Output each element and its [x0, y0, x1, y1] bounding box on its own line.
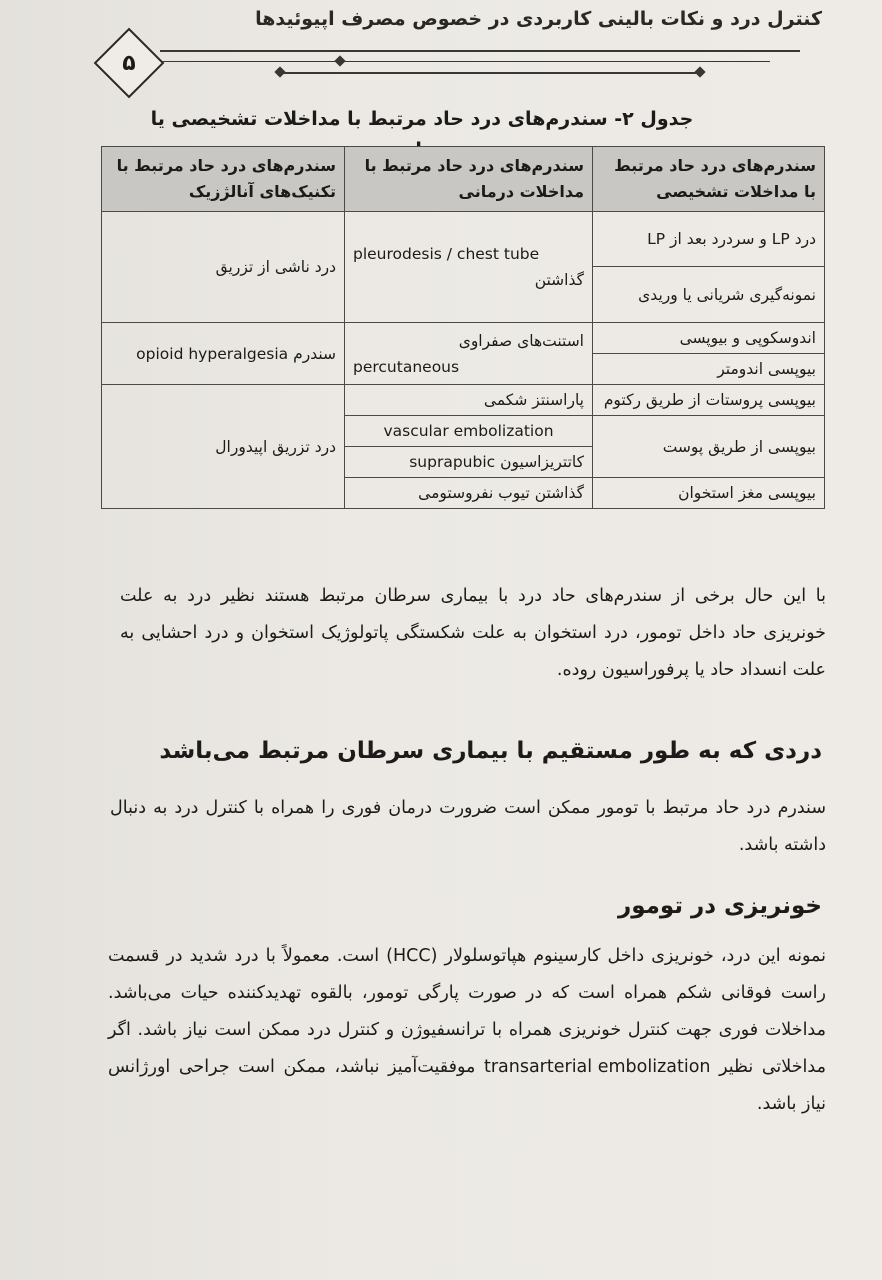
paragraph-text: موفقیت‌آمیز نباشد، ممکن است جراحی اورژانس نیاز باشد. — [108, 1057, 826, 1114]
cell-persian-text: استنت‌های صفراوی — [458, 331, 584, 350]
page-number: ۵ — [122, 50, 136, 76]
section-heading: دردی که به طور مستقیم با بیماری سرطان مرتبط می‌باشد — [159, 738, 822, 764]
header-rule — [160, 50, 800, 52]
cell-persian-text: سندرم — [293, 344, 336, 363]
section-heading: خونریزی در تومور — [618, 893, 822, 919]
table-cell: بیوپسی از طریق پوست — [593, 416, 825, 478]
table-cell: درد LP و سردرد بعد از LP — [593, 212, 825, 267]
table-header-analgesic: سندرم‌های درد حاد مرتبط با تکنیک‌های آنالژزیک — [102, 147, 345, 212]
cell-english-text: percutaneous — [353, 357, 460, 376]
table-cell: گذاشتن تیوب نفروستومی — [345, 478, 593, 509]
body-paragraph — [108, 938, 826, 1123]
table-cell: پاراسنتز شکمی — [345, 385, 593, 416]
cell-persian-text: گذاشتن — [534, 271, 584, 289]
rule-ornament-icon — [334, 55, 345, 66]
table-row — [102, 212, 825, 267]
table-cell — [345, 323, 593, 385]
body-paragraph: با این حال برخی از سندرم‌های حاد درد با بیماری سرطان مرتبط هستند نظیر درد به علت خونریزی حاد داخل تومور، درد استخوان به علت شکستگی پاتولوژیک استخوان و درد احشایی به علت انسداد حاد یا پرفوراسیون روده. — [120, 586, 826, 680]
table-cell: اندوسکوپی و بیوپسی — [593, 323, 825, 354]
table-cell: درد ناشی از تزریق — [102, 212, 345, 323]
syndromes-table — [101, 146, 825, 509]
table-title: جدول ۲- سندرم‌های درد حاد مرتبط با مداخلات تشخیصی یا — [150, 108, 694, 130]
table-cell — [345, 416, 593, 447]
cell-english-text: suprapubic — [409, 453, 496, 471]
paragraph-text: نمونه این درد، خونریزی داخل کارسینوم هپاتوسلولار (HCC) است. معمولاً با درد شدید در قسمت راست فوقانی شکم همراه است که در صورت پارگی تومور، بالقوه تهدیدکننده حیات می‌باشد. مداخلات فوری جهت کنترل خونریزی همراه با ترانسفیوژن و کنترل درد ممکن است نیاز باشد. اگر مداخلاتی نظیر — [108, 946, 826, 1077]
rule-ornament-icon — [274, 66, 285, 77]
table-cell — [345, 447, 593, 478]
cell-english-text: vascular embolization — [383, 422, 554, 440]
paragraph-english-term: transarterial embolization — [483, 1057, 711, 1077]
table-cell: نمونه‌گیری شریانی یا وریدی — [593, 267, 825, 323]
table-cell — [102, 323, 345, 385]
body-paragraph: سندرم درد حاد مرتبط با تومور ممکن است ضرورت درمان فوری را همراه با کنترل درد به دنبال داشته باشد. — [110, 798, 826, 855]
cell-english-text: opioid hyperalgesia — [136, 344, 289, 363]
header-rule — [150, 61, 770, 62]
running-title: کنترل درد و نکات بالینی کاربردی در خصوص مصرف اپیوئیدها — [255, 8, 822, 30]
table-cell — [345, 212, 593, 323]
table-row — [102, 385, 825, 416]
cell-text: بیوپسی مغز استخوان — [678, 484, 816, 502]
table-header-therapeutic: سندرم‌های درد حاد مرتبط با مداخلات درمانی — [345, 147, 593, 212]
table-header-row — [102, 147, 825, 212]
cell-english-text: pleurodesis / chest tube — [353, 245, 540, 263]
cell-persian-text: کاتتریزاسیون — [500, 453, 584, 471]
table-cell: درد تزریق اپیدورال — [102, 385, 345, 509]
table-cell — [593, 478, 825, 509]
table-row — [102, 323, 825, 354]
table-cell: بیوپسی اندومتر — [593, 354, 825, 385]
table-header-diagnostic: سندرم‌های درد حاد مرتبط با مداخلات تشخیصی — [593, 147, 825, 212]
table-cell: بیوپسی پروستات از طریق رکتوم — [593, 385, 825, 416]
header-rule — [280, 72, 700, 74]
rule-ornament-icon — [694, 66, 705, 77]
